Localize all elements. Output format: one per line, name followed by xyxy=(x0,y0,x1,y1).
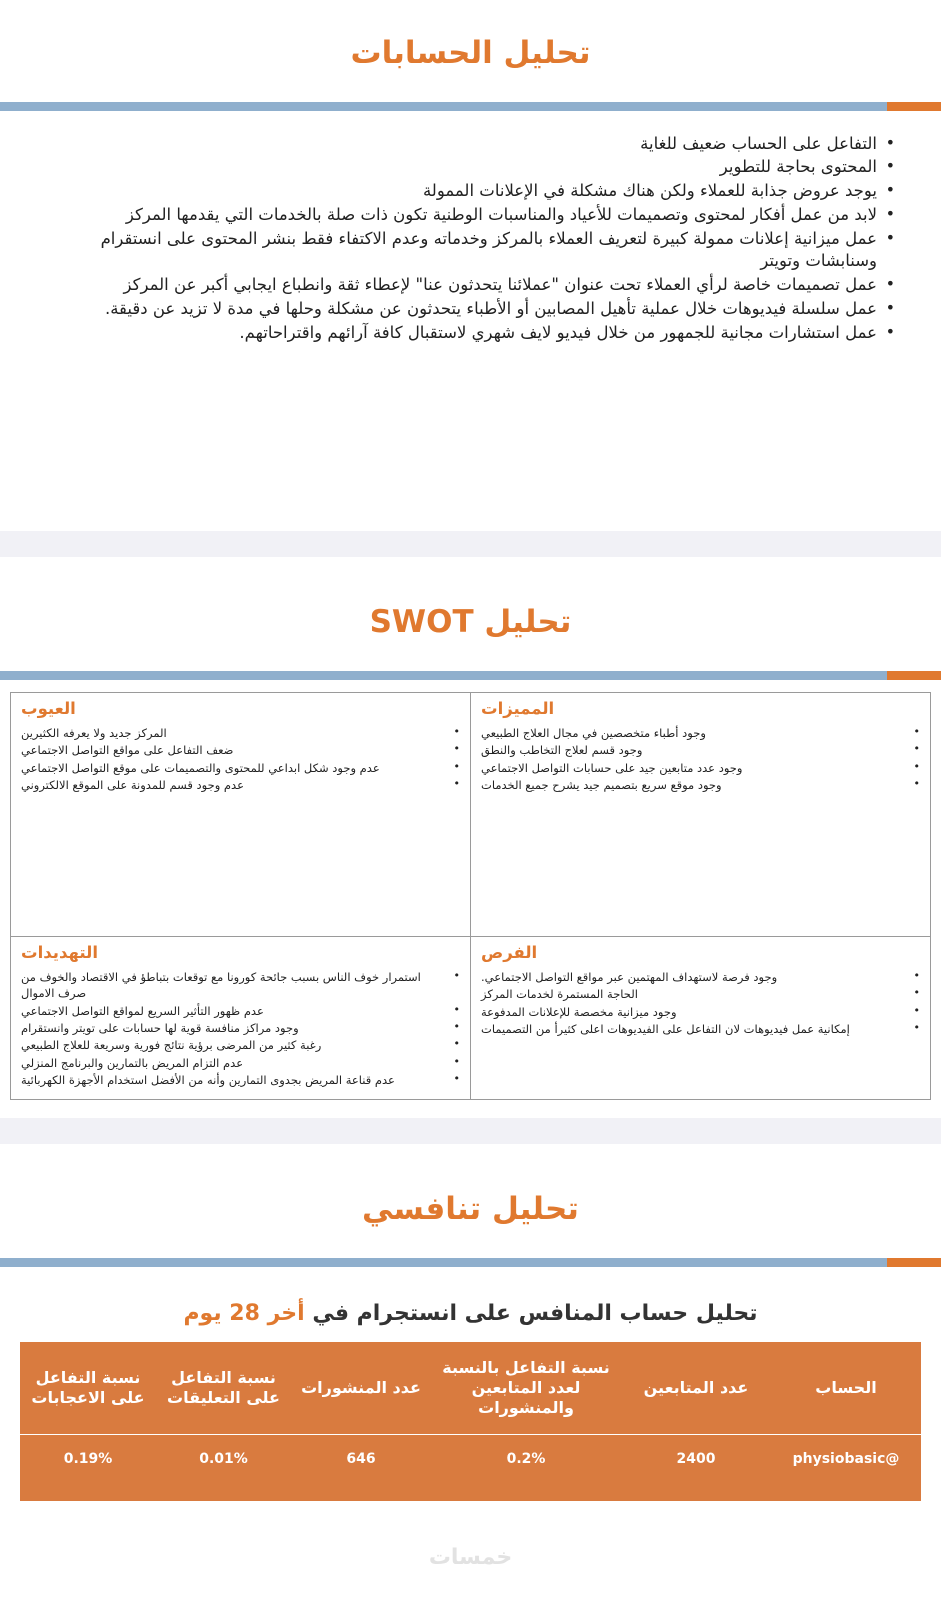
watermark-text: خمسات xyxy=(428,1544,513,1570)
slide-separator-band-1 xyxy=(0,531,941,557)
divider-blue-bar xyxy=(0,671,887,680)
slide-separator-band-2 xyxy=(0,1118,941,1144)
column-header-like-rate: نسبة التفاعل على الاعجابات xyxy=(31,1367,145,1407)
table-header-row xyxy=(20,1342,921,1435)
page-title-competitive: تحليل تنافسي xyxy=(362,1191,579,1228)
list-item: • الحاجة المستمرة لخدمات المركز xyxy=(481,986,920,1002)
list-item: • المركز جديد ولا يعرفه الكثيرين xyxy=(21,725,460,741)
divider-blue-bar xyxy=(0,102,887,111)
competitive-subtitle-highlight: أخر 28 يوم xyxy=(183,1300,305,1326)
page-title-swot: تحليل SWOT xyxy=(369,604,572,641)
swot-strengths-title: المميزات xyxy=(481,698,555,718)
slide-1-spacer xyxy=(0,355,941,531)
divider-orange-bar xyxy=(887,102,941,111)
competitive-subtitle xyxy=(0,1267,941,1342)
list-item: • وجود أطباء متخصصين في مجال العلاج الطبيعي xyxy=(481,725,920,741)
list-item: • عدم ظهور التأثير السريع لمواقع التواصل الاجتماعي xyxy=(21,1003,460,1019)
cell-account: @physiobasic xyxy=(771,1434,921,1501)
divider-blue-bar xyxy=(0,1258,887,1267)
list-item: • ضعف التفاعل على مواقع التواصل الاجتماعي xyxy=(21,742,460,758)
list-item: • عمل استشارات مجانية للجمهور من خلال فيديو لايف شهري لاستقبال كافة آرائهم واقتراحاتهم. xyxy=(28,322,895,345)
list-item: • وجود مراكز منافسة قوية لها حسابات على تويتر وانستقرام xyxy=(21,1020,460,1036)
swot-threats-title: التهديدات xyxy=(21,942,98,962)
column-header-account: الحساب xyxy=(815,1377,877,1397)
swot-cell-threats xyxy=(11,936,471,1099)
list-item: • إمكانية عمل فيديوهات لان التفاعل على الفيديوهات اعلى كثيرأ من التصميمات xyxy=(481,1021,920,1037)
list-item: • التفاعل على الحساب ضعيف للغاية xyxy=(28,133,895,156)
list-item: • عمل ميزانية إعلانات ممولة كبيرة لتعريف العملاء بالمركز وخدماته وعدم الاكتفاء فقط بنشر المحتوى على انستقرام وسنابشات وتويتر xyxy=(28,228,895,274)
divider-orange-bar xyxy=(887,1258,941,1267)
list-item: • استمرار خوف الناس بسبب جائحة كورونا مع توقعات بتباطؤ في الاقتصاد والخوف من صرف الاموال xyxy=(21,969,460,1002)
table-row xyxy=(20,1434,921,1501)
list-item: • عمل تصميمات خاصة لرأي العملاء تحت عنوان "عملائنا يتحدثون عنا" لإعطاء ثقة وانطباع ايجابي أكبر عن المركز xyxy=(28,274,895,297)
list-item: • يوجد عروض جذابة للعملاء ولكن هناك مشكلة في الإعلانات الممولة xyxy=(28,180,895,203)
cell-followers: 2400 xyxy=(621,1434,771,1501)
competitive-subtitle-text: تحليل حساب المنافس على انستجرام في xyxy=(304,1300,758,1326)
list-item: • عدم قناعة المريض بجدوى التمارين وأنه من الأفضل استخدام الأجهزة الكهربائية xyxy=(21,1072,460,1088)
column-header-followers: عدد المتابعين xyxy=(643,1377,749,1397)
swot-cell-opportunities xyxy=(471,936,931,1099)
slide-accounts-analysis xyxy=(0,21,941,558)
list-item: • عدم وجود قسم للمدونة على الموقع الالكتروني xyxy=(21,777,460,793)
divider-orange-bar xyxy=(887,671,941,680)
swot-cell-weaknesses xyxy=(11,692,471,936)
column-header-engagement-rate: نسبة التفاعل بالنسبة لعدد المتابعين والمنشورات xyxy=(442,1357,610,1417)
list-item: • رغبة كثير من المرضى برؤية نتائج فورية وسريعة للعلاج الطبيعي xyxy=(21,1037,460,1053)
cell-engagement-rate: 0.2% xyxy=(431,1434,621,1501)
swot-matrix xyxy=(10,692,931,1100)
competitor-metrics-table xyxy=(20,1342,921,1501)
column-header-posts: عدد المنشورات xyxy=(301,1377,421,1397)
page-title-accounts: تحليل الحسابات xyxy=(350,34,591,71)
swot-opportunities-title: الفرص xyxy=(481,942,538,962)
column-header-comment-rate: نسبة التفاعل على التعليقات xyxy=(167,1367,280,1407)
list-item: • وجود موقع سريع بتصميم جيد يشرح جميع الخدمات xyxy=(481,777,920,793)
title-divider-3 xyxy=(0,1258,941,1267)
cell-like-rate: 0.19% xyxy=(20,1434,156,1501)
cell-comment-rate: 0.01% xyxy=(156,1434,291,1501)
list-item: • وجود قسم لعلاج التخاطب والنطق xyxy=(481,742,920,758)
list-item: • وجود عدد متابعين جيد على حسابات التواصل الاجتماعي xyxy=(481,760,920,776)
title-divider-1 xyxy=(0,102,941,111)
list-item: • عدم التزام المريض بالتمارين والبرنامج المنزلي xyxy=(21,1055,460,1071)
list-item: • المحتوى بحاجة للتطوير xyxy=(28,156,895,179)
list-item: • وجود فرصة لاستهداف المهتمين عبر مواقع التواصل الاجتماعي. xyxy=(481,969,920,985)
swot-cell-strengths xyxy=(471,692,931,936)
list-item: • لابد من عمل أفكار لمحتوى وتصميمات للأعياد والمناسبات الوطنية تكون ذات صلة بالخدمات التي يقدمها المركز xyxy=(28,204,895,227)
title-divider-2 xyxy=(0,671,941,680)
slide-swot-analysis xyxy=(0,578,941,1144)
cell-posts: 646 xyxy=(291,1434,431,1501)
list-item: • عدم وجود شكل ابداعي للمحتوى والتصميمات على موقع التواصل الاجتماعي xyxy=(21,760,460,776)
slide-competitive-analysis xyxy=(0,1165,941,1588)
accounts-bullet-list xyxy=(0,111,941,356)
list-item: • عمل سلسلة فيديوهات خلال عملية تأهيل المصابين أو الأطباء يتحدثون عن مشكلة وحلها في مدة لا تزيد عن دقيقة. xyxy=(28,298,895,321)
list-item: • وجود ميزانية مخصصة للإعلانات المدفوعة xyxy=(481,1004,920,1020)
swot-weaknesses-title: العيوب xyxy=(21,698,76,718)
